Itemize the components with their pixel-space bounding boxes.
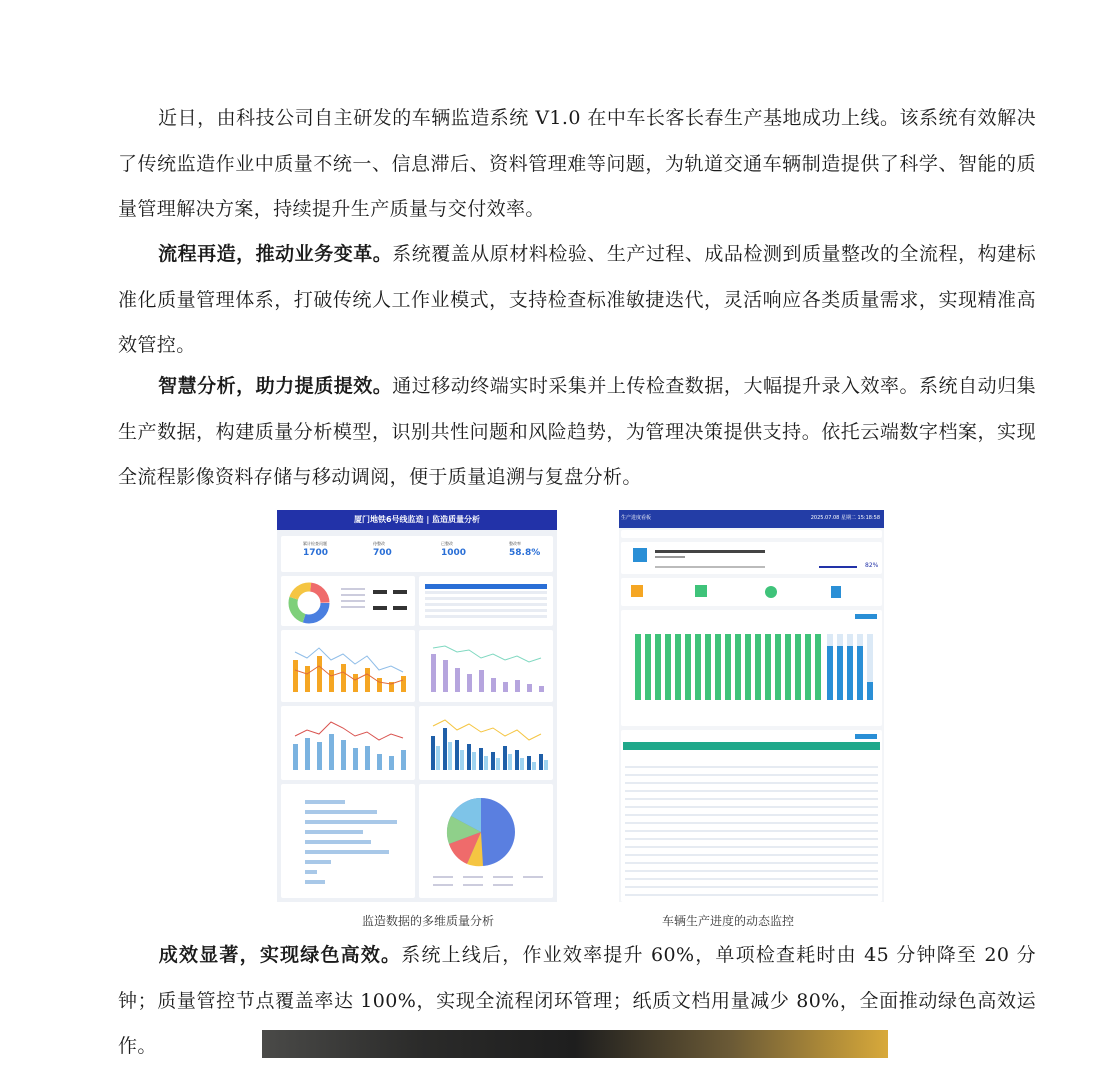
paragraph-analysis-text: 通过移动终端实时采集并上传检查数据，大幅提升录入效率。系统自动归集生产数据，构建质量分析模型，识别共性问题和风险趋势，为管理决策提供支持。依托云端数字档案，实现全流程影像资料存储与移动调阅，便于质量追溯与复盘分析。 <box>118 375 1036 488</box>
stat-tiles-graphic <box>621 578 882 606</box>
paragraph-results-text: 系统上线后，作业效率提升 60%，单项检查耗时由 45 分钟降至 20 分钟；质量管控节点覆盖率达 100%，实现全流程闭环管理；纸质文档用量减少 80%，全面推动绿色高效运作。 <box>118 944 1036 1057</box>
bottom-photo-image <box>262 1030 888 1058</box>
pie-chart-card <box>419 784 553 898</box>
paragraph-analysis-lead: 智慧分析，助力提质提效。 <box>158 375 393 397</box>
board-table-graphic <box>621 730 882 902</box>
board-header <box>619 510 884 528</box>
bar-chart-card-1 <box>281 630 415 702</box>
paragraph-intro-text: 近日，由科技公司自主研发的车辆监造系统 V1.0 在中车长客长春生产基地成功上线。该系统有效解决了传统监造作业中质量不统一、信息滞后、资料管理难等问题，为轨道交通车辆制造提供了科学、智能的质量管理解决方案，持续提升生产质量与交付效率。 <box>118 107 1036 220</box>
figure-caption-left: 监造数据的多维质量分析 <box>362 914 495 928</box>
horizontal-bar-graphic <box>281 784 415 898</box>
board-stat-tiles <box>621 578 882 606</box>
board-title: 生产进度看板 <box>621 515 652 521</box>
paragraph-process-text: 系统覆盖从原材料检验、生产过程、成品检测到质量整改的全流程，构建标准化质量管理体系，打破传统人工作业模式，支持检查标准敏捷迭代，灵活响应各类质量需求，实现精准高效管控。 <box>118 243 1036 356</box>
board-bar-chart-card <box>621 610 882 726</box>
quality-analysis-dashboard-figure <box>277 510 557 902</box>
bar-chart-card-2 <box>419 630 553 702</box>
kpi-value-4: 58.8% <box>509 548 541 558</box>
paragraph-intro <box>118 96 1036 233</box>
project-progress-graphic <box>621 542 882 574</box>
kpi-label-4: 整改率 <box>509 541 521 546</box>
production-progress-board-figure <box>619 510 884 902</box>
bar-chart-graphic-1 <box>281 630 415 702</box>
kpi-strip <box>281 536 553 572</box>
table-graphic <box>419 576 553 626</box>
board-datetime: 2025.07.08 星期二 15:18:58 <box>810 515 880 521</box>
paragraph-results-lead: 成效显著，实现绿色高效。 <box>158 944 402 966</box>
figure-caption-right: 车辆生产进度的动态监控 <box>662 914 795 928</box>
paragraph-process <box>118 232 1036 369</box>
dashboard-banner: 厦门地铁6号线监造 | 监造质量分析 <box>277 510 557 530</box>
kpi-value-3: 1000 <box>441 548 467 558</box>
bar-chart-graphic-3 <box>281 706 415 780</box>
donut-chart-graphic <box>281 576 415 626</box>
kpi-value-1: 1700 <box>303 548 329 558</box>
pie-chart-graphic <box>419 784 553 898</box>
kpi-value-2: 700 <box>373 548 392 558</box>
board-table-card <box>621 730 882 902</box>
bar-chart-graphic-2 <box>419 630 553 702</box>
board-filter-bar <box>621 530 882 538</box>
paragraph-process-lead: 流程再造，推动业务变革。 <box>158 243 393 265</box>
kpi-label-3: 已整改 <box>441 541 453 546</box>
kpi-label-1: 累计检查问题 <box>303 541 327 546</box>
project-progress-value: 82% <box>865 562 879 569</box>
bar-chart-card-3 <box>281 706 415 780</box>
horizontal-bar-card <box>281 784 415 898</box>
board-project-card <box>621 542 882 574</box>
donut-chart-card <box>281 576 415 626</box>
table-card <box>419 576 553 626</box>
kpi-label-2: 待整改 <box>373 541 385 546</box>
bar-chart-graphic-4 <box>419 706 553 780</box>
board-bar-chart-graphic <box>621 610 882 726</box>
bar-chart-card-4 <box>419 706 553 780</box>
paragraph-analysis <box>118 364 1036 501</box>
